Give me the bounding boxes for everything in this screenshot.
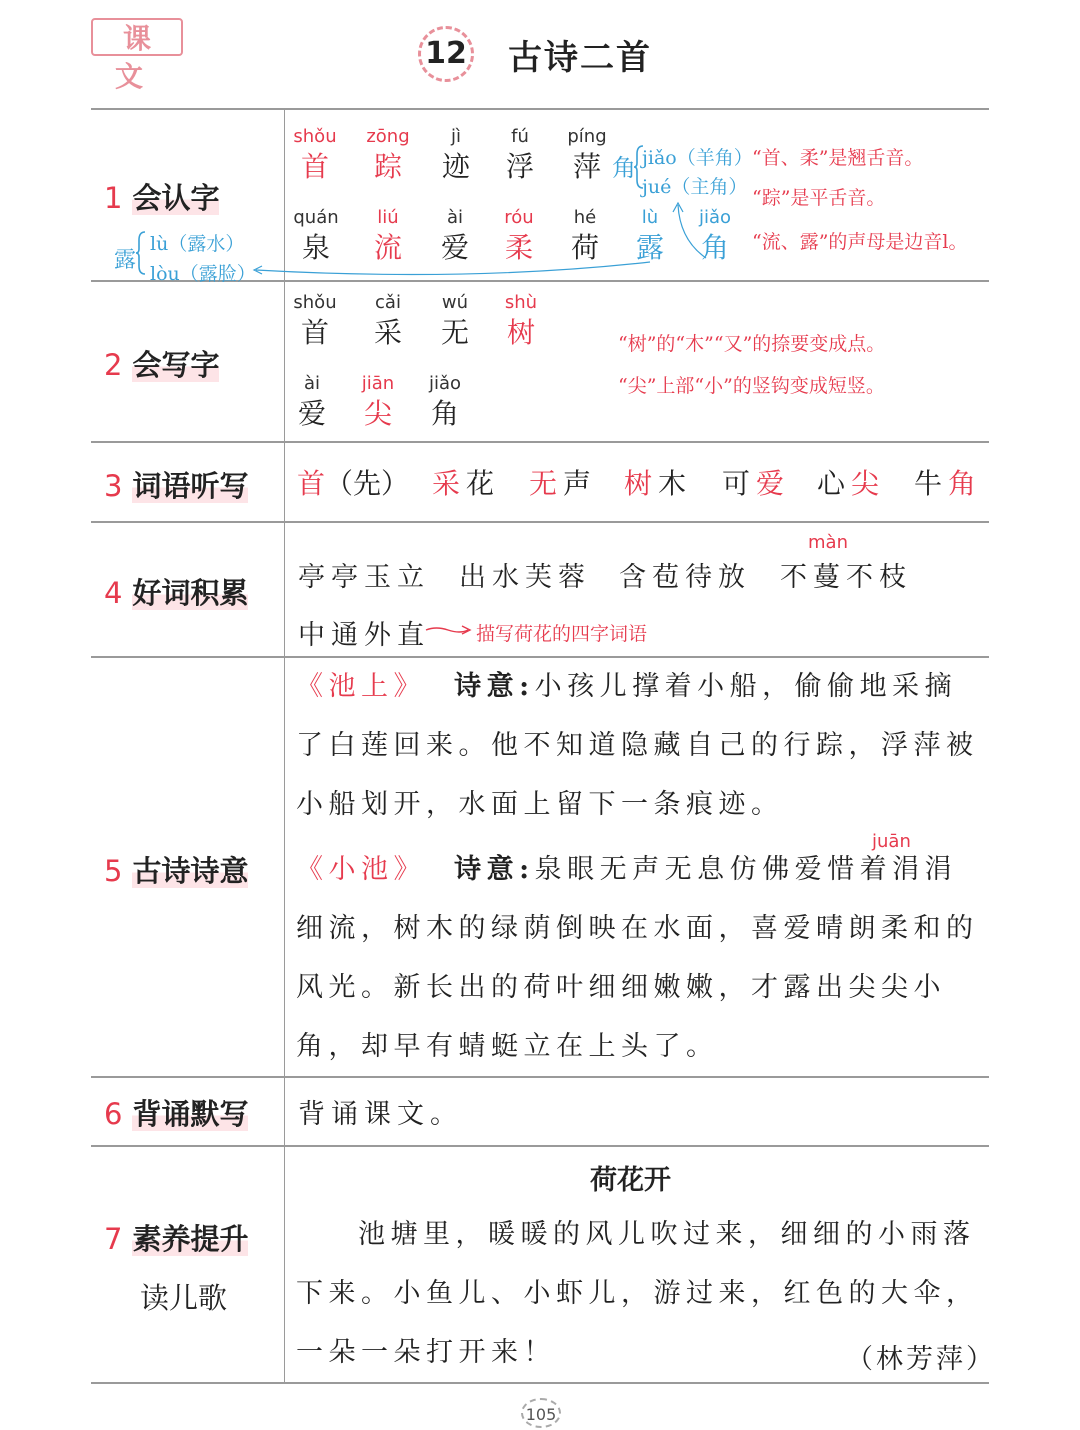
pinyin: píng bbox=[567, 126, 607, 147]
dictation-word: 树木 bbox=[624, 467, 693, 500]
pinyin: quán bbox=[293, 207, 339, 228]
pinyin: jì bbox=[450, 126, 461, 147]
vocab-word: 中通外直 bbox=[298, 620, 430, 651]
pinyin: wú bbox=[441, 292, 469, 313]
jiao-reading-2: jué（主角） bbox=[642, 176, 748, 198]
dictation-word: 采花 bbox=[432, 467, 501, 500]
recite-text: 背诵课文。 bbox=[298, 1099, 463, 1130]
song-text: 池塘里，暖暖的风儿吹过来，细细的小雨落下来。小鱼儿、小虾儿，游过来，红色的大伞，一朵一朵打开来！ bbox=[296, 1219, 979, 1368]
hanzi: 浮 bbox=[505, 150, 534, 183]
note-jian-stroke: “尖”上部“小”的竖钩变成短竖。 bbox=[618, 375, 885, 397]
hanzi: 踪 bbox=[373, 150, 402, 183]
hanzi: 树 bbox=[506, 316, 535, 349]
hanzi: 泉 bbox=[301, 231, 330, 264]
row-divider bbox=[91, 1145, 989, 1147]
dictation-word: 无声 bbox=[529, 467, 598, 500]
char-with-pinyin bbox=[491, 293, 551, 353]
dictation-word: 牛角 bbox=[914, 467, 983, 500]
hanzi: 采 bbox=[373, 316, 402, 349]
arrow-icon bbox=[424, 622, 472, 638]
pinyin: cǎi bbox=[375, 292, 401, 313]
note-shu-stroke: “树”的“木”“又”的捺要变成点。 bbox=[618, 333, 886, 355]
hanzi: 角 bbox=[700, 231, 729, 264]
row-label-dictation: 3 词语听写 bbox=[104, 469, 249, 503]
hanzi: 尖 bbox=[363, 397, 392, 430]
row-label-write: 2 会写字 bbox=[104, 348, 220, 382]
char-with-pinyin bbox=[415, 374, 475, 434]
hanzi: 无 bbox=[440, 316, 469, 349]
row-sublabel-nursery-rhyme: 读儿歌 bbox=[140, 1281, 228, 1315]
char-with-pinyin bbox=[348, 374, 408, 434]
lu-reading-2: lòu（露脸） bbox=[150, 263, 256, 285]
song-author: （林芳萍） bbox=[846, 1344, 996, 1375]
dictation-word: 首（先） bbox=[297, 467, 410, 500]
pinyin: shù bbox=[504, 292, 538, 313]
pinyin: jiǎo bbox=[698, 207, 732, 228]
vocab-note: 描写荷花的四字词语 bbox=[476, 623, 648, 645]
row-label-vocabulary: 4 好词积累 bbox=[104, 576, 249, 610]
row-divider bbox=[91, 1076, 989, 1078]
pinyin: ài bbox=[303, 373, 321, 394]
row-label-poem-meaning: 5 古诗诗意 bbox=[104, 854, 249, 888]
note-lateral: “流、露”的声母是边音l。 bbox=[752, 231, 968, 253]
pinyin: zōng bbox=[366, 126, 410, 147]
row-divider bbox=[91, 441, 989, 443]
hanzi: 爱 bbox=[440, 231, 469, 264]
poem2-meaning: 《小池》 诗意:泉眼无声无息仿佛爱惜着涓涓细流，树木的绿荫倒映在水面，喜爱晴朗柔和的风光。新长出的荷叶细细嫩嫩，才露出尖尖小角，却早有蜻蜓立在上头了。 bbox=[296, 854, 979, 1062]
pinyin: róu bbox=[504, 207, 534, 228]
vocab-word: 出水芙蓉 bbox=[459, 562, 591, 593]
char-with-pinyin bbox=[282, 374, 342, 434]
pinyin: jiǎo bbox=[428, 373, 462, 394]
pinyin: liú bbox=[377, 207, 399, 228]
pinyin: shǒu bbox=[293, 292, 337, 313]
jiao-polyphone-char: 角 bbox=[612, 154, 636, 182]
song-title: 荷花开 bbox=[590, 1165, 671, 1196]
row-label-recognize: 1 会认字 bbox=[104, 181, 220, 215]
poem1-meaning: 《池上》 诗意:小孩儿撑着小船，偷偷地采摘了白莲回来。他不知道隐藏自己的行踪，浮萍被小船划开，水面上留下一条痕迹。 bbox=[296, 671, 979, 820]
char-with-pinyin bbox=[425, 293, 485, 353]
dictation-word: 可爱 bbox=[722, 467, 791, 500]
hanzi: 爱 bbox=[297, 397, 326, 430]
pinyin: jiān bbox=[361, 373, 395, 394]
note-retroflex: “首、柔”是翘舌音。 bbox=[752, 147, 924, 169]
page-number: 105 bbox=[521, 1398, 561, 1428]
juan-pinyin: juān bbox=[872, 831, 911, 852]
hanzi: 萍 bbox=[572, 150, 601, 183]
char-with-pinyin bbox=[358, 293, 418, 353]
pinyin: ài bbox=[446, 207, 464, 228]
jiao-reading-1: jiǎo（羊角） bbox=[642, 147, 753, 169]
char-with-pinyin bbox=[285, 293, 345, 353]
pinyin: fú bbox=[511, 126, 529, 147]
vocab-word: 含苞待放 bbox=[619, 562, 751, 593]
lu-reading-1: lù（露水） bbox=[150, 233, 245, 255]
pinyin: lù bbox=[641, 207, 659, 228]
row-divider bbox=[91, 521, 989, 523]
lesson-number-badge: 12 bbox=[418, 26, 474, 82]
hanzi: 首 bbox=[300, 316, 329, 349]
lu-polyphone-char: 露 bbox=[114, 248, 137, 273]
dictation-word: 心尖 bbox=[817, 467, 886, 500]
page-title: 古诗二首 bbox=[508, 38, 652, 78]
vocab-word: 不蔓不枝 bbox=[780, 562, 912, 593]
man-pinyin: màn bbox=[808, 532, 848, 553]
table-bottom-border bbox=[91, 1382, 989, 1384]
hanzi: 柔 bbox=[504, 231, 533, 264]
hanzi: 荷 bbox=[570, 231, 599, 264]
row-label-literacy: 7 素养提升 bbox=[104, 1222, 249, 1256]
vocab-word: 亭亭玉立 bbox=[298, 562, 430, 593]
pinyin: shǒu bbox=[293, 126, 337, 147]
hanzi: 露 bbox=[635, 231, 664, 264]
pinyin: hé bbox=[573, 207, 597, 228]
row-label-recite: 6 背诵默写 bbox=[104, 1097, 249, 1131]
lesson-type-tag: 课 文 bbox=[91, 18, 183, 56]
hanzi: 流 bbox=[373, 231, 402, 264]
hanzi: 角 bbox=[430, 397, 459, 430]
polyphone-arrows bbox=[0, 0, 1080, 300]
note-flat-tongue: “踪”是平舌音。 bbox=[752, 187, 886, 209]
hanzi: 首 bbox=[300, 150, 329, 183]
hanzi: 迹 bbox=[441, 150, 470, 183]
